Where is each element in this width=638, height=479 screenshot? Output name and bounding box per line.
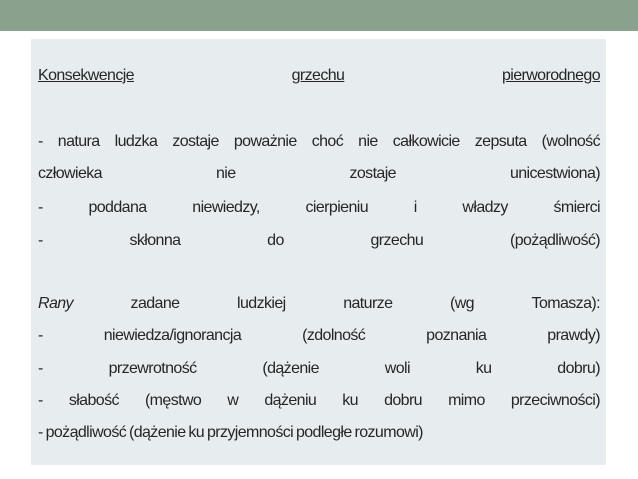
word: niewiedzy, — [192, 199, 260, 216]
header-band — [0, 0, 638, 31]
word: poważnie — [233, 133, 297, 150]
word: unicestwiona) — [509, 165, 600, 182]
word: Rany — [38, 295, 73, 312]
word: - — [38, 360, 43, 377]
word: poddana — [88, 199, 147, 216]
word: choć — [311, 133, 344, 150]
word: ku — [342, 392, 358, 409]
word: dobru — [384, 392, 422, 409]
title-word: grzechu — [291, 67, 345, 84]
text-line — [38, 391, 600, 411]
word: przewrotność — [108, 360, 197, 377]
word: - — [38, 392, 43, 409]
text-line — [38, 326, 600, 346]
word: słabość — [68, 392, 119, 409]
word: (zdolność — [302, 327, 366, 344]
text-line — [38, 294, 600, 314]
word: cierpieniu — [305, 199, 369, 216]
text-line — [38, 231, 600, 251]
text-line — [38, 198, 600, 218]
word: mimo — [448, 392, 485, 409]
word: - — [38, 327, 43, 344]
title-word: pierworodnego — [501, 67, 600, 84]
word: (wg — [449, 295, 474, 312]
slide-title — [38, 66, 600, 86]
word: ludzkiej — [237, 295, 286, 312]
word: dobru) — [557, 360, 600, 377]
text-line — [38, 423, 600, 443]
word: śmierci — [553, 199, 600, 216]
word: (dążenie — [262, 360, 319, 377]
word: niewiedza/ignorancja — [103, 327, 242, 344]
word: nie — [215, 165, 236, 182]
text-line — [38, 164, 600, 184]
text-line — [38, 132, 600, 152]
word: nie — [358, 133, 378, 150]
word: - — [38, 133, 43, 150]
word: prawdy) — [547, 327, 600, 344]
word: w — [227, 392, 239, 409]
word: skłonna — [129, 232, 181, 249]
word: (męstwo — [144, 392, 202, 409]
word: - — [38, 232, 43, 249]
word: (pożądliwość) — [509, 232, 600, 249]
last-line-text: - pożądliwość (dążenie ku przyjemności podległe rozumowi) — [38, 424, 423, 441]
word: przeciwności) — [510, 392, 600, 409]
word: natura — [57, 133, 100, 150]
word: ludzka — [114, 133, 158, 150]
word: poznania — [426, 327, 487, 344]
word: całkowicie — [392, 133, 460, 150]
title-word: Konsekwencje — [38, 67, 134, 84]
word: dążeniu — [264, 392, 317, 409]
word: i — [413, 199, 417, 216]
word: władzy — [462, 199, 508, 216]
word: grzechu — [370, 232, 424, 249]
word: zostaje — [172, 133, 219, 150]
word: do — [267, 232, 284, 249]
word: zepsuta — [474, 133, 527, 150]
word: ku — [475, 360, 492, 377]
word: człowieka — [38, 165, 102, 182]
word: (wolność — [541, 133, 600, 150]
text-line — [38, 359, 600, 379]
word: zostaje — [349, 165, 396, 182]
word: woli — [384, 360, 410, 377]
word: naturze — [343, 295, 393, 312]
word: zadane — [130, 295, 180, 312]
word: - — [38, 199, 43, 216]
word: Tomasza): — [531, 295, 600, 312]
